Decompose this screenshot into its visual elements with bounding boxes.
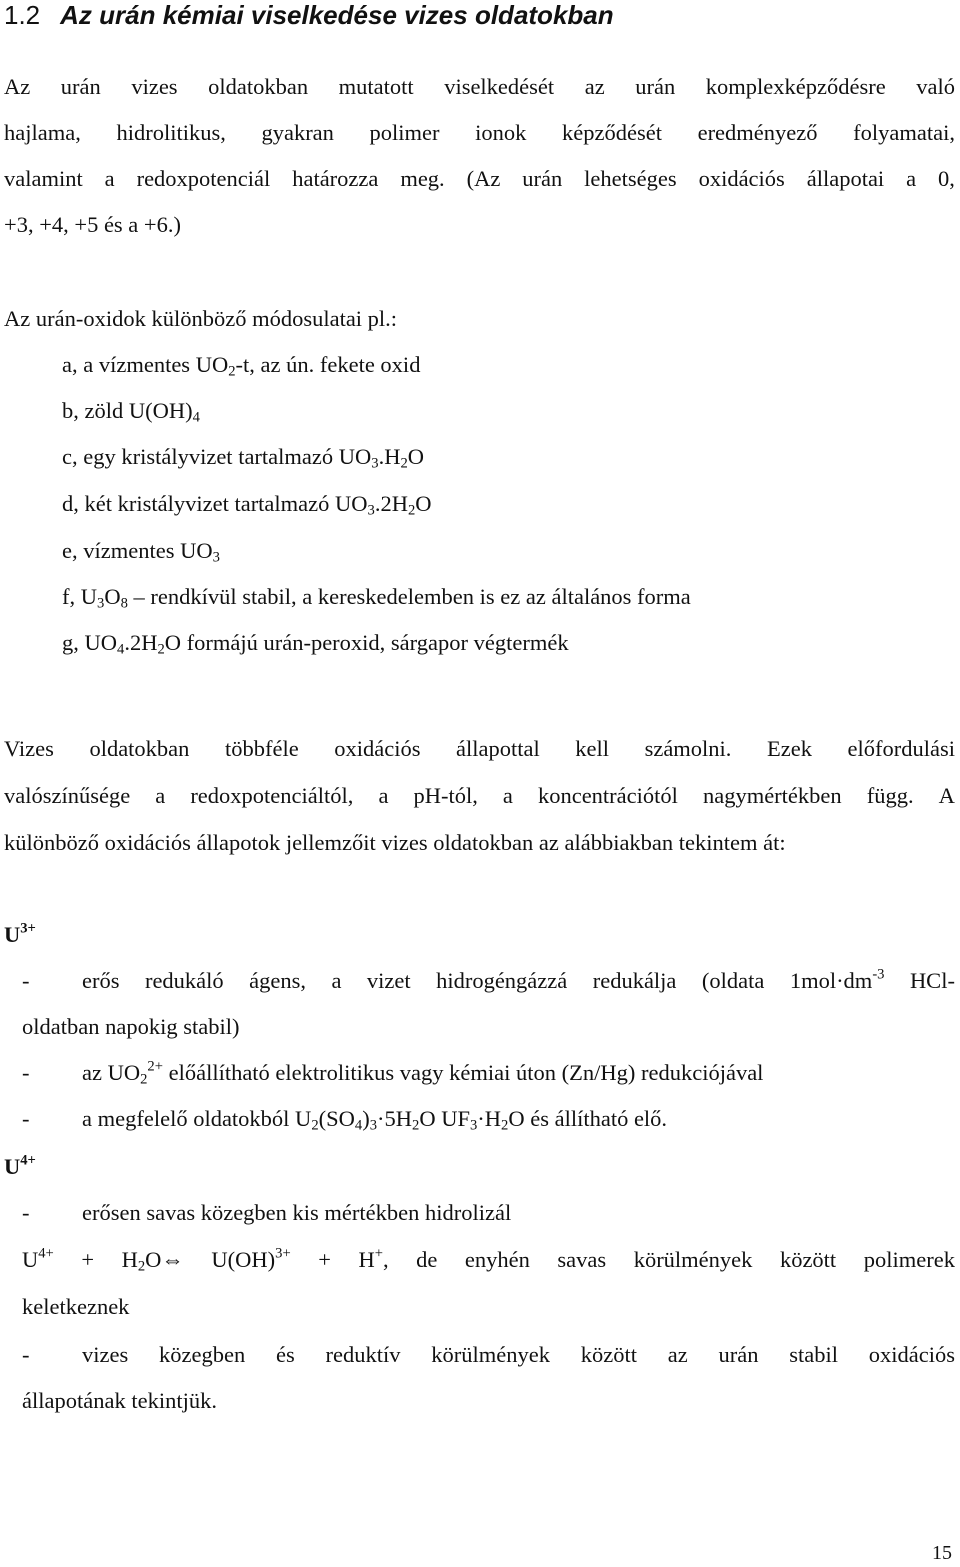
word: a (502, 783, 513, 808)
word: pH-tól, (413, 783, 478, 808)
u4-bullet-2-dash: - (22, 1342, 30, 1367)
section-number: 1.2 (4, 0, 41, 30)
u4-equation-line: $U^{4+}$ + $H_2O\Leftrightarrow$ U(OH)$^{3+}$ + H+, de enyhén savas körülmények között polimerek (22, 1245, 955, 1275)
word: számolni. (644, 736, 732, 761)
word: koncentrációtól (537, 783, 678, 808)
word: Ezek (766, 736, 812, 761)
oxide-item-c: c, egy kristályvizet tartalmazó $UO_3.H_2O$ (62, 444, 425, 472)
word: meg. (400, 166, 445, 191)
word: 0, (938, 166, 955, 191)
word: urán (522, 166, 563, 191)
word: a (906, 166, 917, 191)
oxide-item-e: e, vízmentes $UO_3$ (62, 538, 220, 566)
u3-bullet-2: az $UO_2^{2+}$ előállítható elektrolitikus vagy kémiai úton (Zn/Hg) redukciójával (82, 1058, 764, 1088)
word: hajlama, (4, 120, 81, 145)
word: komplexképződésre (705, 74, 886, 99)
word: viselkedését (444, 74, 555, 99)
intro-line-3 (4, 164, 955, 194)
u4-bullet-2: vizes közegben és reduktív körülmények között az urán stabil oxidációs (82, 1342, 955, 1367)
oxide-item-g: g, $UO_4.2H_2O$ formájú urán-peroxid, sárgapor végtermék (62, 630, 569, 658)
page-number: 15 (932, 1542, 952, 1564)
word: urán (635, 74, 676, 99)
intro-line-2 (4, 118, 955, 148)
word: képződését (562, 120, 662, 145)
word: urán (60, 74, 101, 99)
word: mutatott (338, 74, 414, 99)
u4-bullet-1: erősen savas közegben kis mértékben hidrolizál (82, 1200, 512, 1225)
word: eredményező (697, 120, 818, 145)
oxide-item-b: b, zöld $U(OH)_4$ (62, 398, 200, 426)
word: határozza (292, 166, 379, 191)
u3-bullet-3-dash: - (22, 1106, 30, 1131)
word: (Az (466, 166, 501, 191)
word: a (155, 783, 166, 808)
word: vizes (131, 74, 178, 99)
word: redoxpotenciál (136, 166, 271, 191)
word: ionok (475, 120, 527, 145)
u3-heading: $U^{3+}$ (4, 920, 36, 947)
u3-bullet-3: a megfelelő oldatokból $U_2(SO_4)_3\cdot 5H_2O$ $UF_3\cdot H_2O$ és állítható elő. (82, 1106, 668, 1134)
para2-line-1 (4, 734, 955, 764)
u3-bullet-1-text: erős redukáló ágens, a vizet hidrogéngázzá redukálja (oldata $1mol\cdot dm^{-3}$ HCl- (82, 966, 955, 993)
word: állapottal (456, 736, 540, 761)
word: gyakran (261, 120, 334, 145)
para2-line-2 (4, 781, 955, 811)
oxide-item-a: a, a vízmentes $UO_2-t$, az ún. fekete oxid (62, 352, 421, 380)
word: polimer (369, 120, 440, 145)
oxide-item-f: f, $U_3O_8$ – rendkívül stabil, a kereskedelemben is ez az általános forma (62, 584, 691, 612)
word: a (104, 166, 115, 191)
word: kell (575, 736, 610, 761)
equilibrium-arrow-icon: ⇔ (161, 1247, 184, 1272)
word: többféle (224, 736, 299, 761)
word: oxidációs (334, 736, 421, 761)
u4-equation-cont: keletkeznek (22, 1294, 130, 1319)
oxides-intro: Az urán-oxidok különböző módosulatai pl.: (4, 306, 398, 331)
word: az (584, 74, 605, 99)
word: lehetséges (584, 166, 677, 191)
u4-bullet-2-cont: állapotának tekintjük. (22, 1388, 217, 1413)
word: Vizes (4, 736, 54, 761)
oxide-item-d: d, két kristályvizet tartalmazó $UO_3.2H_2O$ (62, 491, 432, 519)
word: való (916, 74, 955, 99)
para2-line-3: különböző oxidációs állapotok jellemzőit vizes oldatokban az alábbiakban tekintem át: (4, 830, 786, 855)
word: oldatokban (89, 736, 190, 761)
section-heading (4, 0, 960, 30)
word: redoxpotenciáltól, (190, 783, 354, 808)
u4-bullet-1-dash: - (22, 1200, 30, 1225)
word: folyamatai, (853, 120, 955, 145)
u3-bullet-1: - (22, 968, 30, 993)
word: a (378, 783, 389, 808)
intro-line-4: +3, +4, +5 és a +6.) (4, 212, 181, 237)
word: A (938, 783, 955, 808)
u3-bullet-1-cont: oldatban napokig stabil) (22, 1014, 240, 1039)
u3-bullet-2-dash: - (22, 1060, 30, 1085)
word: függ. (866, 783, 914, 808)
intro-line-1 (4, 72, 955, 102)
word: hidrolitikus, (116, 120, 226, 145)
word: oldatokban (208, 74, 309, 99)
word: állapotai (806, 166, 885, 191)
word: nagymértékben (702, 783, 842, 808)
section-title: Az urán kémiai viselkedése vizes oldatokban (60, 0, 614, 30)
word: Az (4, 74, 31, 99)
word: előfordulási (847, 736, 955, 761)
word: valamint (4, 166, 83, 191)
word: oxidációs (698, 166, 785, 191)
u4-heading: $U^{4+}$ (4, 1152, 36, 1179)
word: valószínűsége (4, 783, 131, 808)
